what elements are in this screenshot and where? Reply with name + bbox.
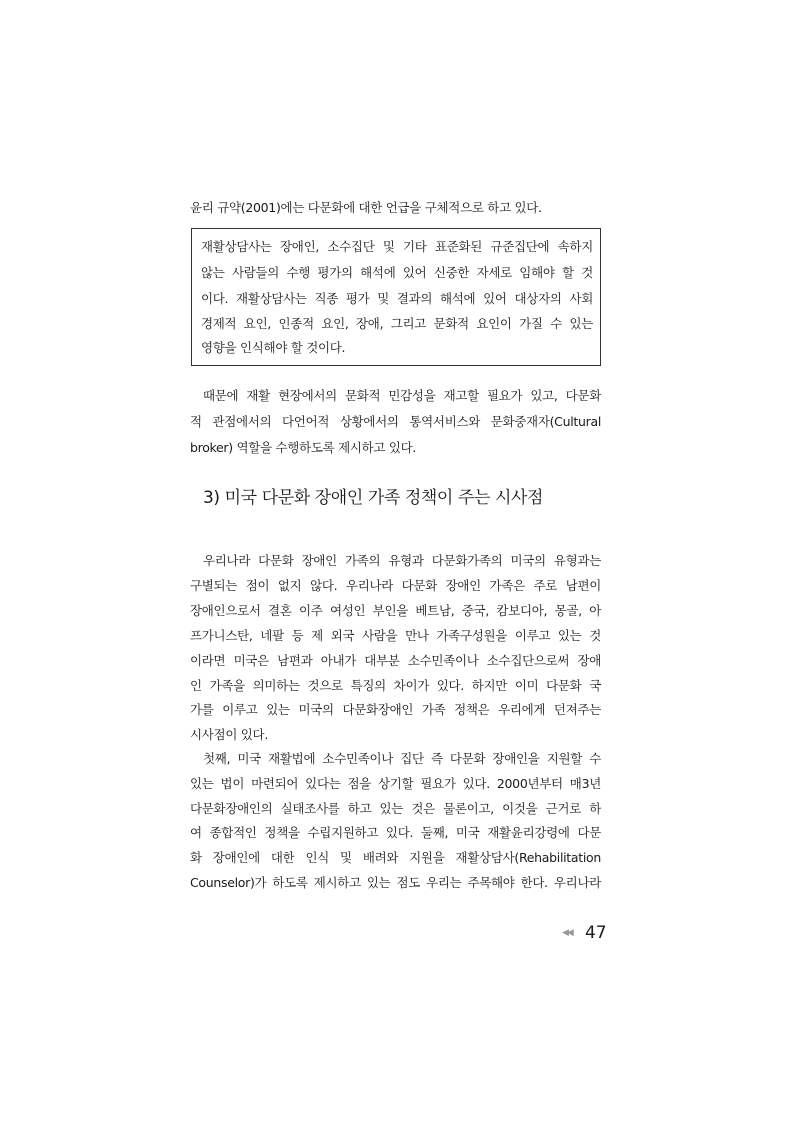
page-footer xyxy=(562,922,607,943)
paragraph-line: 때문에 재활 현장에서의 문화적 민감성을 재고할 필요가 있고, 다문화 xyxy=(203,388,601,403)
paragraph-line: 이라면 미국은 남편과 아내가 대부분 소수민족이나 소수집단으로써 장애 xyxy=(190,653,601,668)
paragraph-line: 가를 이루고 있는 미국의 다문화장애인 가족 정책은 우리에게 던져주는 xyxy=(190,702,601,717)
paragraph-line: Counselor)가 하도록 제시하고 있는 점도 우리는 주목해야 한다. 우리나라 xyxy=(190,875,601,890)
paragraph-line: 여 종합적인 정책을 수립지원하고 있다. 둘째, 미국 재활윤리강령에 다문 xyxy=(190,825,601,840)
quote-line: 않는 사람들의 수행 평가의 해석에 있어 신중한 자세로 임해야 할 것 xyxy=(201,265,593,280)
paragraph-line: 첫째, 미국 재활법에 소수민족이나 집단 즉 다문화 장애인을 지원할 수 xyxy=(203,751,601,766)
quote-line: 경제적 요인, 인종적 요인, 장애, 그리고 문화적 요인이 가질 수 있는 xyxy=(201,316,593,331)
quote-line: 재활상담사는 장애인, 소수집단 및 기타 표준화된 규준집단에 속하지 xyxy=(201,239,593,254)
intro-line: 윤리 규약(2001)에는 다문화에 대한 언급을 구체적으로 하고 있다. xyxy=(190,200,542,215)
quote-line: 영향을 인식해야 할 것이다. xyxy=(201,340,346,355)
paragraph-line: 장애인으로서 결혼 이주 여성인 부인을 베트남, 중국, 캄보디아, 몽골, 아 xyxy=(190,603,601,618)
paragraph-line: broker) 역할을 수행하도록 제시하고 있다. xyxy=(190,440,417,455)
paragraph-line: 있는 법이 마련되어 있다는 점을 상기할 필요가 있다. 2000년부터 매3년 xyxy=(190,776,601,791)
paragraph-line: 인 가족을 의미하는 것으로 특징의 차이가 있다. 하지만 이미 다문화 국 xyxy=(190,678,601,693)
quote-line: 이다. 재활상담사는 직종 평가 및 결과의 해석에 있어 대상자의 사회 xyxy=(201,291,593,306)
page-number: 47 xyxy=(584,922,607,943)
paragraph-line: 다문화장애인의 실태조사를 하고 있는 것은 물론이고, 이것을 근거로 하 xyxy=(190,801,601,816)
paragraph-line: 적 관점에서의 다언어적 상황에서의 통역서비스와 문화중재자(Cultural xyxy=(190,414,601,429)
section-heading: 3) 미국 다문화 장애인 가족 정책이 주는 시사점 xyxy=(203,488,544,508)
double-arrow-left-icon: ◀◀ xyxy=(562,927,572,938)
paragraph-line: 우리나라 다문화 장애인 가족의 유형과 다문화가족의 미국의 유형과는 xyxy=(203,553,601,568)
paragraph-line: 구별되는 점이 없지 않다. 우리나라 다문화 장애인 가족은 주로 남편이 xyxy=(190,578,601,593)
paragraph-line: 프가니스탄, 네팔 등 제 외국 사람을 만나 가족구성원을 이루고 있는 것 xyxy=(190,628,601,643)
paragraph-line: 화 장애인에 대한 인식 및 배려와 지원을 재활상담사(Rehabilitation xyxy=(190,850,601,865)
paragraph-line: 시사점이 있다. xyxy=(190,727,268,742)
